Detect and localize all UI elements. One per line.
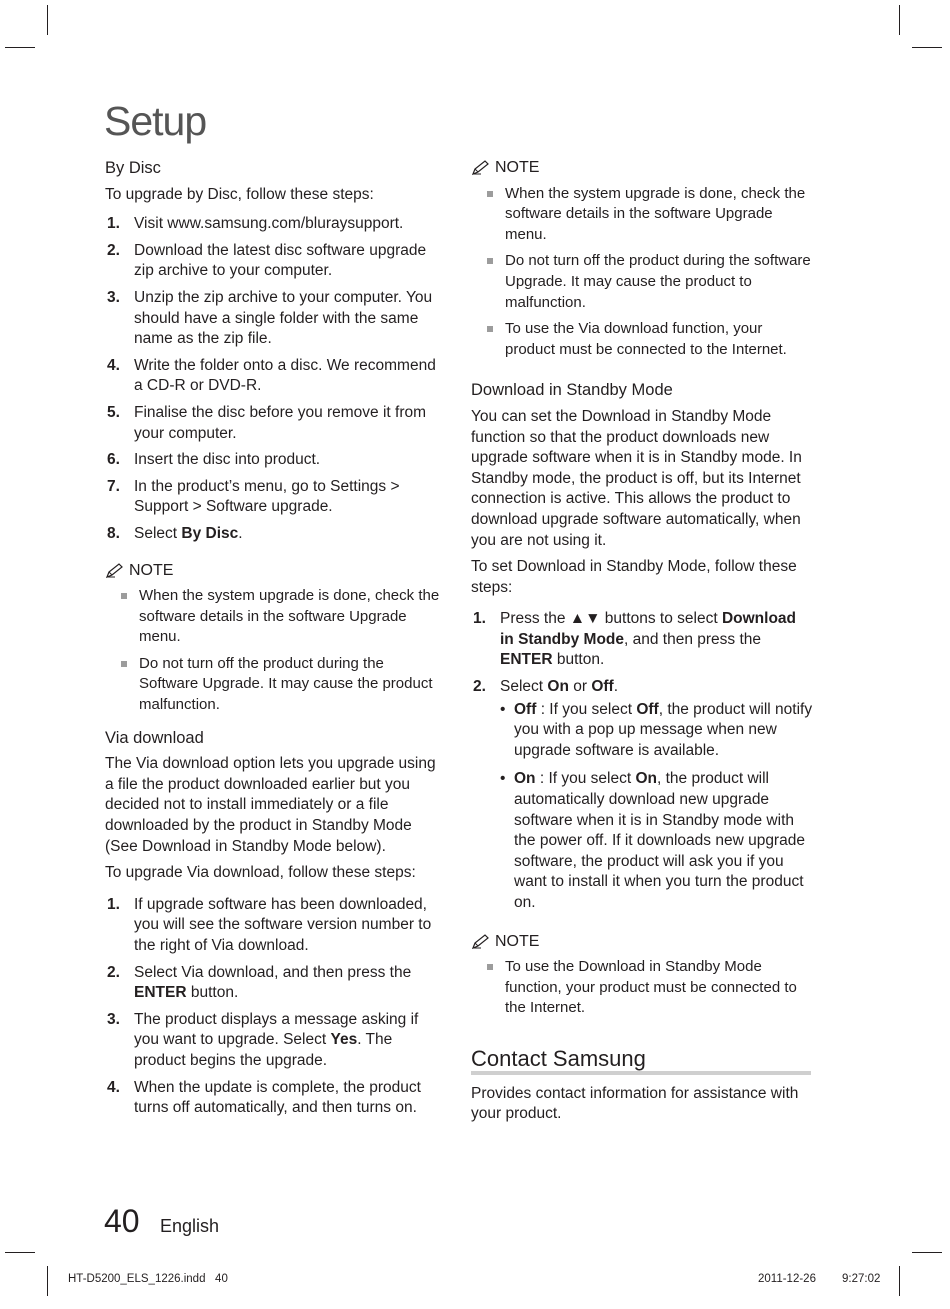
crop-mark xyxy=(47,1266,48,1296)
list-item: 3. The product displays a message asking if you want to upgrade. Select Yes. The product begins the upgrade. xyxy=(107,1010,419,1069)
standby-intro: To set Download in Standby Mode, follow these steps: xyxy=(471,558,797,596)
crop-mark xyxy=(5,47,35,48)
page-title: Setup xyxy=(104,98,207,144)
bullet-icon: • xyxy=(500,700,506,718)
note-item: Do not turn off the product during the software Upgrade. It may cause the product to malfunction. xyxy=(471,251,814,313)
footer-time: 9:27:02 xyxy=(842,1273,881,1285)
note-box xyxy=(471,158,814,360)
footer-file: HT-D5200_ELS_1226.indd 40 xyxy=(68,1273,228,1285)
via-download-heading: Via download xyxy=(105,728,204,747)
list-item: 3. Unzip the zip archive to your computer. You should have a single folder with the same name as the zip file. xyxy=(107,288,433,348)
by-disc-heading: By Disc xyxy=(105,159,161,177)
square-bullet-icon xyxy=(487,326,493,332)
crop-mark xyxy=(899,1266,900,1296)
crop-mark xyxy=(5,1252,35,1253)
page-language: English xyxy=(160,1216,220,1236)
by-disc-intro: To upgrade by Disc, follow these steps: xyxy=(105,185,374,203)
via-download-steps xyxy=(105,895,445,1119)
list-item: • On : If you select On, the product will automatically download new upgrade software when it is in Standby mode with the power off. If it downloads new upgrade software, the product will ask you if you want to install it when you turn the product on. xyxy=(500,770,805,911)
standby-heading: Download in Standby Mode xyxy=(471,381,673,400)
via-download-intro: To upgrade Via download, follow these steps: xyxy=(105,864,416,882)
note-label: NOTE xyxy=(495,159,540,176)
note-label: NOTE xyxy=(129,561,174,579)
note-item: When the system upgrade is done, check the software details in the software Upgrade menu. xyxy=(471,184,814,246)
footer-date: 2011-12-26 xyxy=(758,1273,816,1285)
pencil-icon xyxy=(471,160,491,176)
note-box xyxy=(105,561,445,716)
bullet-icon: • xyxy=(500,770,506,788)
left-column xyxy=(105,158,445,1125)
note-item: To use the Download in Standby Mode function, your product must be connected to the Internet. xyxy=(471,957,814,1019)
list-item: 1. If upgrade software has been downloaded, you will see the software version number to the right of Via download. xyxy=(107,895,432,954)
list-item: 4. Write the folder onto a disc. We recommend a CD-R or DVD-R. xyxy=(107,356,436,395)
note-item: Do not turn off the product during the Software Upgrade. It may cause the product malfunction. xyxy=(105,654,445,716)
list-item: 2. Download the latest disc software upgrade zip archive to your computer. xyxy=(107,241,427,280)
via-download-para: The Via download option lets you upgrade using a file the product downloaded earlier but you decided not to install immediately or a file downloaded by the product in Standby Mode (See Download in Standby Mode below). xyxy=(105,755,436,855)
crop-mark xyxy=(899,5,900,35)
standby-steps xyxy=(471,609,814,913)
list-item: • Off : If you select Off, the product will notify you with a pop up message when new upgrade software is available. xyxy=(500,700,813,759)
list-item: 1. Visit www.samsung.com/bluraysupport. xyxy=(107,215,404,233)
square-bullet-icon xyxy=(487,964,493,970)
note-label: NOTE xyxy=(495,932,540,950)
crop-mark xyxy=(47,5,48,35)
list-item: 8. Select By Disc. xyxy=(107,524,243,542)
square-bullet-icon xyxy=(121,593,127,599)
list-item: 6. Insert the disc into product. xyxy=(107,451,321,469)
list-item: 7. In the product’s menu, go to Settings > Support > Software upgrade. xyxy=(107,477,400,516)
pencil-icon xyxy=(471,934,491,950)
page-number: 40 xyxy=(104,1203,140,1239)
pencil-icon xyxy=(105,563,125,579)
note-item: To use the Via download function, your product must be connected to the Internet. xyxy=(471,319,814,360)
list-item: 5. Finalise the disc before you remove it from your computer. xyxy=(107,403,427,442)
square-bullet-icon xyxy=(487,258,493,264)
square-bullet-icon xyxy=(121,661,127,667)
note-item: When the system upgrade is done, check the software details in the software Upgrade menu. xyxy=(105,586,445,648)
note-box xyxy=(471,932,814,1019)
standby-para: You can set the Download in Standby Mode function so that the product downloads new upgrade software when it is in Standby mode. In Standby mode, the product is off, but its Internet connection is active. This allows the product to download upgrade software automatically, when you are not using it. xyxy=(471,407,802,549)
list-item: 2. Select On or Off. • Off : If you select Off, the product will notify you with a pop up message when new upgrade software is available. • On : If you select On, the product will automatically download new upgrade software when it is in Standby mode with the power off. If it downloads new upgrade software, the product will ask you if you want to install it when you turn the product on. xyxy=(471,677,814,914)
crop-mark xyxy=(912,47,942,48)
crop-mark xyxy=(912,1252,942,1253)
right-column xyxy=(471,158,814,1131)
square-bullet-icon xyxy=(487,191,493,197)
list-item: 1. Press the ▲▼ buttons to select Download in Standby Mode, and then press the ENTER button. xyxy=(473,610,797,669)
contact-heading: Contact Samsung xyxy=(471,1049,811,1075)
contact-text: Provides contact information for assistance with your product. xyxy=(471,1084,799,1123)
list-item: 4. When the update is complete, the product turns off automatically, and then turns on. xyxy=(107,1078,421,1117)
list-item: 2. Select Via download, and then press the ENTER button. xyxy=(107,963,412,1002)
by-disc-steps xyxy=(105,214,445,544)
